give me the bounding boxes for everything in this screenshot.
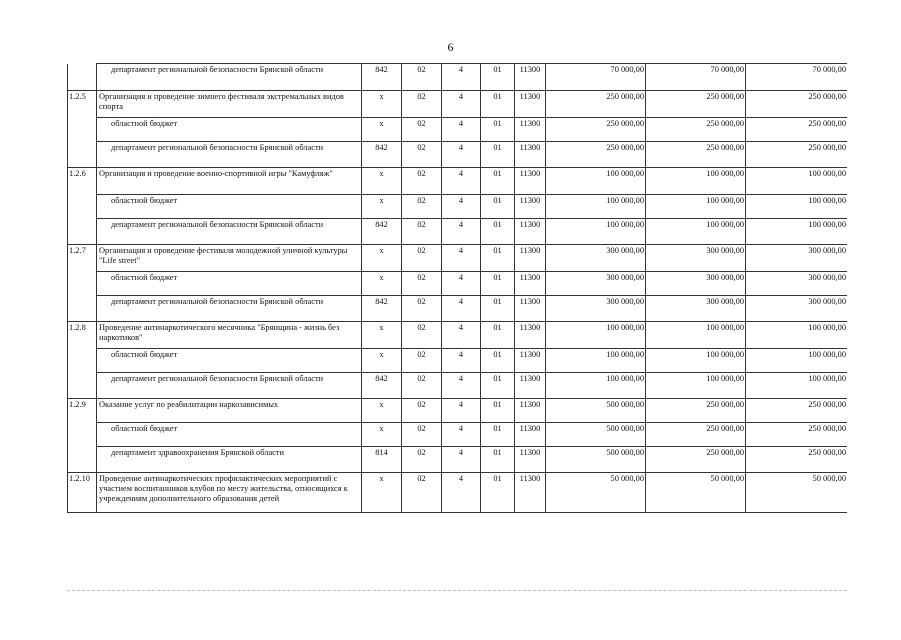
target-article-code-cell: 11300 (515, 168, 546, 195)
row-name-cell: областной бюджет (97, 272, 362, 296)
amount-year-1-cell: 300 000,00 (546, 296, 646, 322)
amount-year-1-cell: 100 000,00 (546, 322, 646, 349)
amount-year-1-cell: 250 000,00 (546, 142, 646, 168)
amount-year-2-cell: 100 000,00 (646, 195, 746, 219)
row-name-cell: Организация и проведение фестиваля молодежной уличной культуры "Life street" (97, 245, 362, 272)
expense-type-code-cell: 01 (481, 322, 515, 349)
grbs-code-cell: х (362, 245, 402, 272)
row-number-cell: 1.2.7 (68, 245, 97, 272)
page-bottom-line (67, 590, 847, 591)
subsection-code-cell: 4 (442, 64, 481, 91)
amount-year-1-cell: 300 000,00 (546, 272, 646, 296)
row-number-cell (68, 118, 97, 142)
budget-table-wrapper (67, 63, 847, 590)
row-name-cell: департамент региональной безопасности Брянской области (97, 142, 362, 168)
row-name-cell: департамент региональной безопасности Брянской области (97, 219, 362, 245)
amount-year-2-cell: 300 000,00 (646, 245, 746, 272)
row-number-cell: 1.2.5 (68, 91, 97, 118)
amount-year-2-cell: 250 000,00 (646, 399, 746, 423)
amount-year-1-cell: 100 000,00 (546, 373, 646, 399)
table-row (68, 322, 848, 349)
grbs-code-cell: х (362, 423, 402, 447)
table-row (68, 168, 848, 195)
page-number: 6 (447, 40, 454, 54)
table-row (68, 373, 848, 399)
row-number-cell (68, 423, 97, 447)
grbs-code-cell: 842 (362, 296, 402, 322)
section-code-cell: 02 (402, 91, 442, 118)
subsection-code-cell: 4 (442, 272, 481, 296)
subsection-code-cell: 4 (442, 296, 481, 322)
amount-year-1-cell: 500 000,00 (546, 447, 646, 473)
row-name-cell: Организация и проведение военно-спортивной игры "Камуфляж" (97, 168, 362, 195)
amount-year-2-cell: 100 000,00 (646, 219, 746, 245)
row-name-cell: областной бюджет (97, 349, 362, 373)
budget-table (67, 63, 847, 513)
subsection-code-cell: 4 (442, 473, 481, 513)
grbs-code-cell: х (362, 399, 402, 423)
amount-year-3-cell: 50 000,00 (746, 473, 848, 513)
table-row (68, 91, 848, 118)
target-article-code-cell: 11300 (515, 118, 546, 142)
target-article-code-cell: 11300 (515, 245, 546, 272)
grbs-code-cell: х (362, 91, 402, 118)
amount-year-3-cell: 100 000,00 (746, 168, 848, 195)
amount-year-2-cell: 100 000,00 (646, 373, 746, 399)
row-number-cell: 1.2.8 (68, 322, 97, 349)
table-row (68, 399, 848, 423)
amount-year-2-cell: 250 000,00 (646, 447, 746, 473)
amount-year-2-cell: 300 000,00 (646, 272, 746, 296)
grbs-code-cell: 842 (362, 142, 402, 168)
amount-year-1-cell: 250 000,00 (546, 91, 646, 118)
section-code-cell: 02 (402, 168, 442, 195)
expense-type-code-cell: 01 (481, 473, 515, 513)
amount-year-3-cell: 250 000,00 (746, 447, 848, 473)
section-code-cell: 02 (402, 118, 442, 142)
section-code-cell: 02 (402, 142, 442, 168)
amount-year-2-cell: 250 000,00 (646, 423, 746, 447)
grbs-code-cell: 842 (362, 373, 402, 399)
target-article-code-cell: 11300 (515, 322, 546, 349)
row-name-cell: областной бюджет (97, 195, 362, 219)
table-row (68, 272, 848, 296)
subsection-code-cell: 4 (442, 349, 481, 373)
target-article-code-cell: 11300 (515, 272, 546, 296)
subsection-code-cell: 4 (442, 219, 481, 245)
table-row (68, 219, 848, 245)
target-article-code-cell: 11300 (515, 296, 546, 322)
table-row (68, 349, 848, 373)
amount-year-3-cell: 100 000,00 (746, 349, 848, 373)
target-article-code-cell: 11300 (515, 64, 546, 91)
amount-year-1-cell: 500 000,00 (546, 423, 646, 447)
expense-type-code-cell: 01 (481, 91, 515, 118)
table-row (68, 473, 848, 513)
grbs-code-cell: х (362, 272, 402, 296)
amount-year-1-cell: 100 000,00 (546, 195, 646, 219)
amount-year-3-cell: 250 000,00 (746, 399, 848, 423)
expense-type-code-cell: 01 (481, 219, 515, 245)
expense-type-code-cell: 01 (481, 195, 515, 219)
section-code-cell: 02 (402, 399, 442, 423)
grbs-code-cell: х (362, 195, 402, 219)
target-article-code-cell: 11300 (515, 399, 546, 423)
amount-year-2-cell: 300 000,00 (646, 296, 746, 322)
target-article-code-cell: 11300 (515, 195, 546, 219)
row-name-cell: Организация и проведение зимнего фестиваля экстремальных видов спорта (97, 91, 362, 118)
table-row (68, 118, 848, 142)
amount-year-1-cell: 50 000,00 (546, 473, 646, 513)
amount-year-3-cell: 300 000,00 (746, 296, 848, 322)
amount-year-2-cell: 70 000,00 (646, 64, 746, 91)
section-code-cell: 02 (402, 245, 442, 272)
grbs-code-cell: 814 (362, 447, 402, 473)
row-name-cell: департамент региональной безопасности Брянской области (97, 64, 362, 91)
row-number-cell (68, 272, 97, 296)
table-row (68, 64, 848, 91)
amount-year-2-cell: 100 000,00 (646, 168, 746, 195)
row-number-cell (68, 142, 97, 168)
table-row (68, 195, 848, 219)
subsection-code-cell: 4 (442, 118, 481, 142)
row-name-cell: Оказание услуг по реабилитации наркозависимых (97, 399, 362, 423)
table-row (68, 447, 848, 473)
amount-year-3-cell: 70 000,00 (746, 64, 848, 91)
row-name-cell: департамент региональной безопасности Брянской области (97, 296, 362, 322)
amount-year-3-cell: 100 000,00 (746, 373, 848, 399)
section-code-cell: 02 (402, 64, 442, 91)
subsection-code-cell: 4 (442, 195, 481, 219)
amount-year-2-cell: 100 000,00 (646, 322, 746, 349)
expense-type-code-cell: 01 (481, 118, 515, 142)
grbs-code-cell: 842 (362, 219, 402, 245)
row-number-cell (68, 296, 97, 322)
table-row (68, 296, 848, 322)
table-row (68, 245, 848, 272)
target-article-code-cell: 11300 (515, 349, 546, 373)
target-article-code-cell: 11300 (515, 91, 546, 118)
row-number-cell (68, 64, 97, 91)
section-code-cell: 02 (402, 195, 442, 219)
section-code-cell: 02 (402, 373, 442, 399)
section-code-cell: 02 (402, 473, 442, 513)
amount-year-2-cell: 250 000,00 (646, 142, 746, 168)
amount-year-3-cell: 100 000,00 (746, 195, 848, 219)
grbs-code-cell: х (362, 118, 402, 142)
grbs-code-cell: х (362, 349, 402, 373)
expense-type-code-cell: 01 (481, 64, 515, 91)
amount-year-3-cell: 100 000,00 (746, 219, 848, 245)
target-article-code-cell: 11300 (515, 219, 546, 245)
amount-year-2-cell: 50 000,00 (646, 473, 746, 513)
amount-year-1-cell: 500 000,00 (546, 399, 646, 423)
expense-type-code-cell: 01 (481, 423, 515, 447)
amount-year-1-cell: 100 000,00 (546, 168, 646, 195)
subsection-code-cell: 4 (442, 91, 481, 118)
row-number-cell (68, 447, 97, 473)
subsection-code-cell: 4 (442, 245, 481, 272)
section-code-cell: 02 (402, 219, 442, 245)
amount-year-3-cell: 300 000,00 (746, 272, 848, 296)
target-article-code-cell: 11300 (515, 142, 546, 168)
row-name-cell: областной бюджет (97, 423, 362, 447)
amount-year-1-cell: 100 000,00 (546, 219, 646, 245)
amount-year-3-cell: 250 000,00 (746, 118, 848, 142)
subsection-code-cell: 4 (442, 373, 481, 399)
section-code-cell: 02 (402, 349, 442, 373)
amount-year-2-cell: 250 000,00 (646, 118, 746, 142)
amount-year-1-cell: 70 000,00 (546, 64, 646, 91)
row-name-cell: департамент здравоохранения Брянской области (97, 447, 362, 473)
amount-year-2-cell: 250 000,00 (646, 91, 746, 118)
amount-year-3-cell: 250 000,00 (746, 91, 848, 118)
amount-year-1-cell: 250 000,00 (546, 118, 646, 142)
subsection-code-cell: 4 (442, 168, 481, 195)
row-name-cell: Проведение антинаркотического месячника "Брянщина - жизнь без наркотиков" (97, 322, 362, 349)
table-row (68, 423, 848, 447)
grbs-code-cell: 842 (362, 64, 402, 91)
expense-type-code-cell: 01 (481, 245, 515, 272)
expense-type-code-cell: 01 (481, 168, 515, 195)
subsection-code-cell: 4 (442, 142, 481, 168)
target-article-code-cell: 11300 (515, 447, 546, 473)
subsection-code-cell: 4 (442, 399, 481, 423)
row-number-cell: 1.2.6 (68, 168, 97, 195)
subsection-code-cell: 4 (442, 447, 481, 473)
expense-type-code-cell: 01 (481, 349, 515, 373)
amount-year-1-cell: 300 000,00 (546, 245, 646, 272)
row-number-cell (68, 219, 97, 245)
row-number-cell (68, 349, 97, 373)
grbs-code-cell: х (362, 168, 402, 195)
section-code-cell: 02 (402, 423, 442, 447)
target-article-code-cell: 11300 (515, 423, 546, 447)
expense-type-code-cell: 01 (481, 272, 515, 296)
section-code-cell: 02 (402, 322, 442, 349)
table-row (68, 142, 848, 168)
subsection-code-cell: 4 (442, 322, 481, 349)
row-number-cell: 1.2.9 (68, 399, 97, 423)
section-code-cell: 02 (402, 296, 442, 322)
row-name-cell: областной бюджет (97, 118, 362, 142)
section-code-cell: 02 (402, 272, 442, 296)
expense-type-code-cell: 01 (481, 296, 515, 322)
amount-year-3-cell: 100 000,00 (746, 322, 848, 349)
target-article-code-cell: 11300 (515, 373, 546, 399)
amount-year-3-cell: 250 000,00 (746, 142, 848, 168)
target-article-code-cell: 11300 (515, 473, 546, 513)
expense-type-code-cell: 01 (481, 373, 515, 399)
row-name-cell: Проведение антинаркотических профилактических мероприятий с участием воспитанников клубов по месту жительства, относящихся к учреждениям дополнительного образования детей (97, 473, 362, 513)
table-body (68, 64, 848, 513)
row-number-cell: 1.2.10 (68, 473, 97, 513)
section-code-cell: 02 (402, 447, 442, 473)
amount-year-3-cell: 300 000,00 (746, 245, 848, 272)
row-number-cell (68, 373, 97, 399)
row-name-cell: департамент региональной безопасности Брянской области (97, 373, 362, 399)
expense-type-code-cell: 01 (481, 447, 515, 473)
grbs-code-cell: х (362, 322, 402, 349)
expense-type-code-cell: 01 (481, 142, 515, 168)
subsection-code-cell: 4 (442, 423, 481, 447)
expense-type-code-cell: 01 (481, 399, 515, 423)
row-number-cell (68, 195, 97, 219)
grbs-code-cell: х (362, 473, 402, 513)
amount-year-2-cell: 100 000,00 (646, 349, 746, 373)
amount-year-3-cell: 250 000,00 (746, 423, 848, 447)
amount-year-1-cell: 100 000,00 (546, 349, 646, 373)
